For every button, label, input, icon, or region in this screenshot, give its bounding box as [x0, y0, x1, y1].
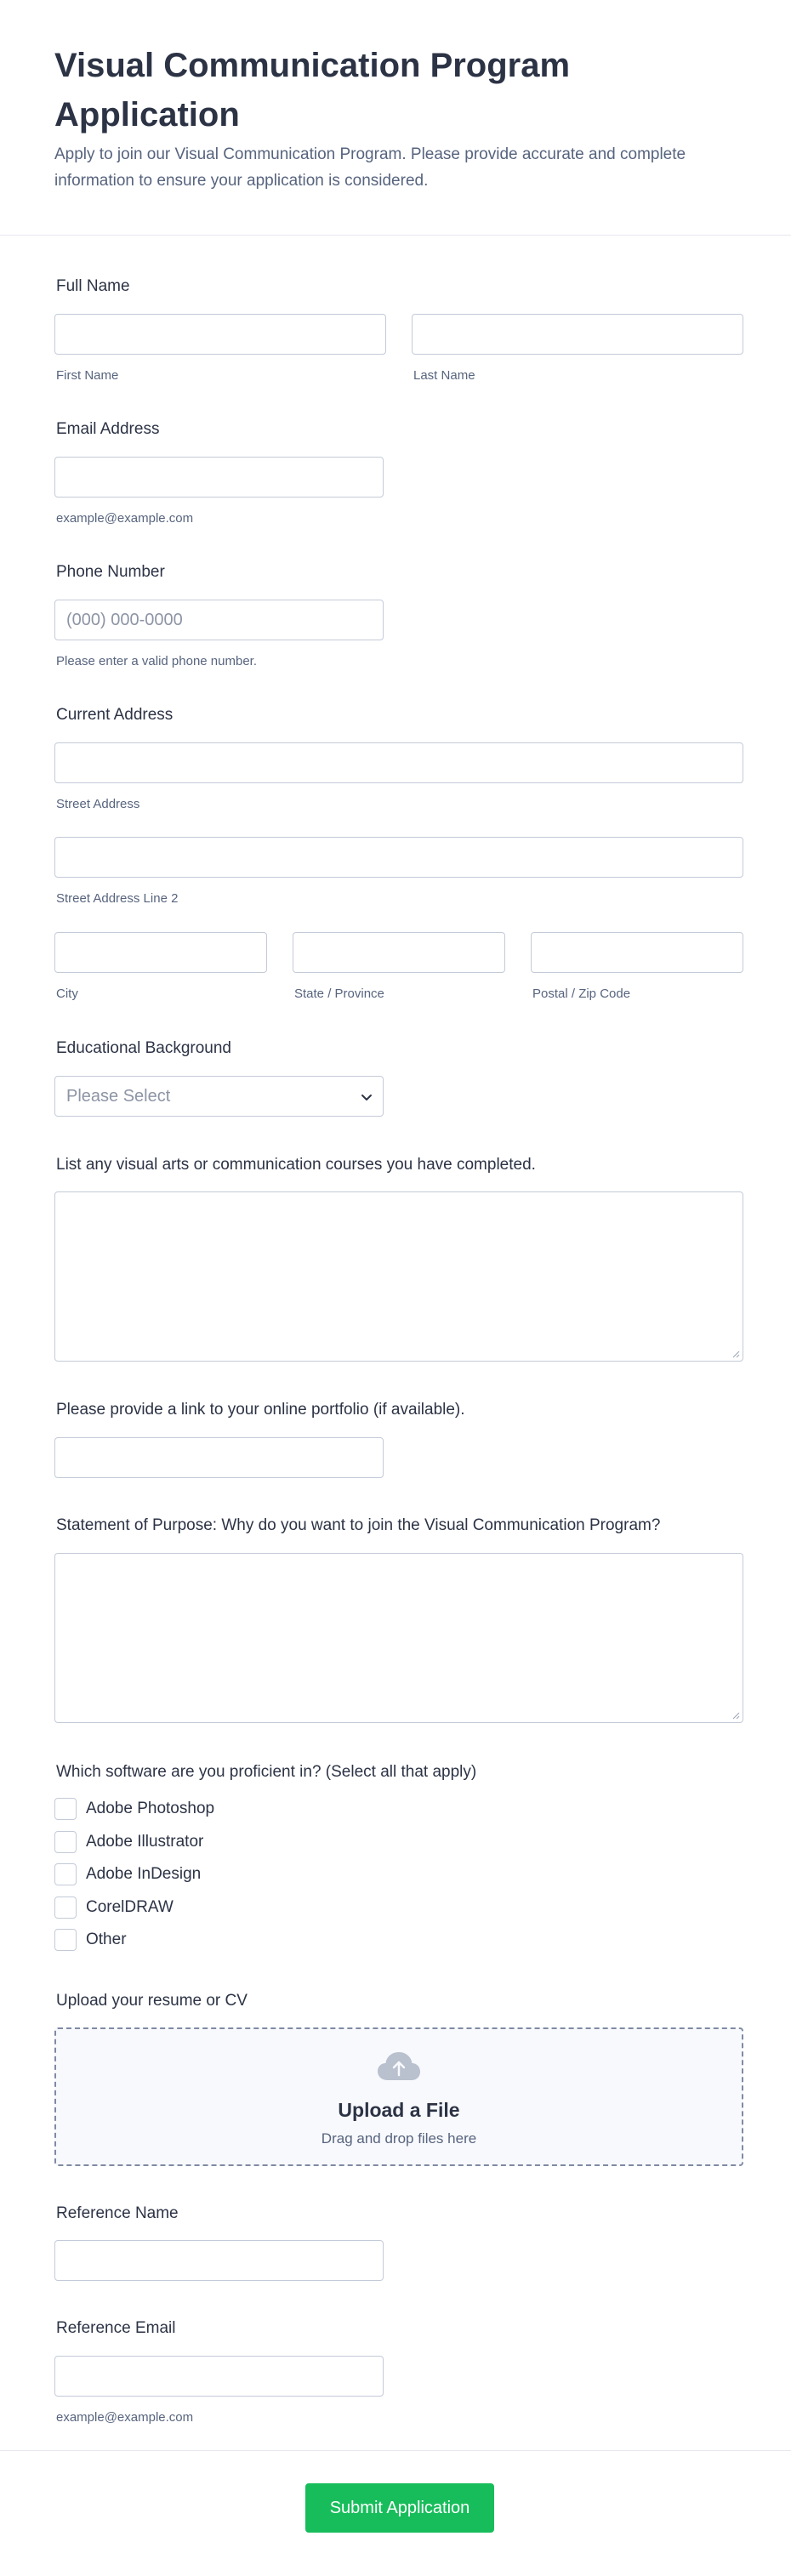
checkbox-label: CorelDRAW	[86, 1898, 174, 1916]
checkbox-label: Adobe Photoshop	[86, 1800, 215, 1817]
state-input[interactable]	[293, 932, 505, 973]
software-option-photoshop[interactable]	[54, 1797, 214, 1821]
form-header	[0, 0, 791, 236]
submit-button[interactable]: Submit Application	[305, 2483, 494, 2533]
statement-label: Statement of Purpose: Why do you want to join the Visual Communication Program?	[56, 1516, 661, 1534]
software-option-indesign[interactable]	[54, 1862, 201, 1886]
reference-name-label: Reference Name	[56, 2204, 179, 2222]
checkbox-label: Adobe InDesign	[86, 1865, 202, 1883]
zip-sublabel: Postal / Zip Code	[532, 987, 631, 1001]
portfolio-input[interactable]	[54, 1437, 384, 1478]
portfolio-label: Please provide a link to your online portfolio (if available).	[56, 1401, 465, 1419]
resize-grip-icon[interactable]	[732, 1351, 740, 1358]
form-footer	[0, 2450, 791, 2576]
checkbox[interactable]	[54, 1798, 77, 1820]
cloud-upload-icon	[376, 2050, 422, 2082]
city-sublabel: City	[56, 987, 78, 1001]
phone-label: Phone Number	[56, 563, 165, 581]
page-title: Visual Communication Program Application	[54, 47, 571, 134]
last-name-input[interactable]	[412, 314, 743, 355]
education-select-value: Please Select	[66, 1087, 171, 1106]
chevron-down-icon	[359, 1089, 374, 1105]
reference-email-sublabel: example@example.com	[56, 2410, 194, 2425]
software-option-other[interactable]	[54, 1928, 127, 1952]
reference-email-input[interactable]	[54, 2356, 384, 2397]
email-sublabel: example@example.com	[56, 511, 194, 526]
phone-input[interactable]	[54, 600, 384, 640]
zip-input[interactable]	[531, 932, 743, 973]
address-label: Current Address	[56, 706, 174, 724]
file-upload-dropzone[interactable]	[54, 2027, 743, 2166]
phone-sublabel: Please enter a valid phone number.	[56, 654, 257, 668]
state-sublabel: State / Province	[294, 987, 384, 1001]
checkbox[interactable]	[54, 1929, 77, 1951]
software-label: Which software are you proficient in? (Select all that apply)	[56, 1763, 477, 1781]
software-option-illustrator[interactable]	[54, 1830, 203, 1854]
courses-label: List any visual arts or communication courses you have completed.	[56, 1156, 536, 1174]
checkbox[interactable]	[54, 1831, 77, 1853]
upload-title: Upload a File	[338, 2099, 460, 2121]
checkbox-label: Other	[86, 1931, 127, 1948]
street-address-sublabel: Street Address	[56, 797, 140, 811]
street-address-line2-sublabel: Street Address Line 2	[56, 891, 179, 906]
full-name-label: Full Name	[56, 277, 130, 295]
upload-label: Upload your resume or CV	[56, 1992, 248, 2010]
software-option-coreldraw[interactable]	[54, 1896, 174, 1919]
checkbox[interactable]	[54, 1863, 77, 1885]
first-name-sublabel: First Name	[56, 368, 119, 383]
email-label: Email Address	[56, 420, 160, 438]
resize-grip-icon[interactable]	[732, 1712, 740, 1720]
courses-textarea[interactable]	[54, 1191, 743, 1362]
page-subtitle: Apply to join our Visual Communication Program. Please provide accurate and complete information to ensure your application is considered.	[54, 145, 686, 190]
street-address-line2-input[interactable]	[54, 837, 743, 878]
first-name-input[interactable]	[54, 314, 386, 355]
education-label: Educational Background	[56, 1039, 231, 1057]
reference-name-input[interactable]	[54, 2240, 384, 2281]
statement-textarea[interactable]	[54, 1553, 743, 1723]
checkbox-label: Adobe Illustrator	[86, 1833, 204, 1851]
city-input[interactable]	[54, 932, 267, 973]
email-input[interactable]	[54, 457, 384, 498]
reference-email-label: Reference Email	[56, 2319, 176, 2337]
education-select[interactable]	[54, 1076, 384, 1117]
checkbox[interactable]	[54, 1896, 77, 1919]
street-address-input[interactable]	[54, 742, 743, 783]
upload-hint: Drag and drop files here	[321, 2130, 477, 2147]
last-name-sublabel: Last Name	[413, 368, 475, 383]
